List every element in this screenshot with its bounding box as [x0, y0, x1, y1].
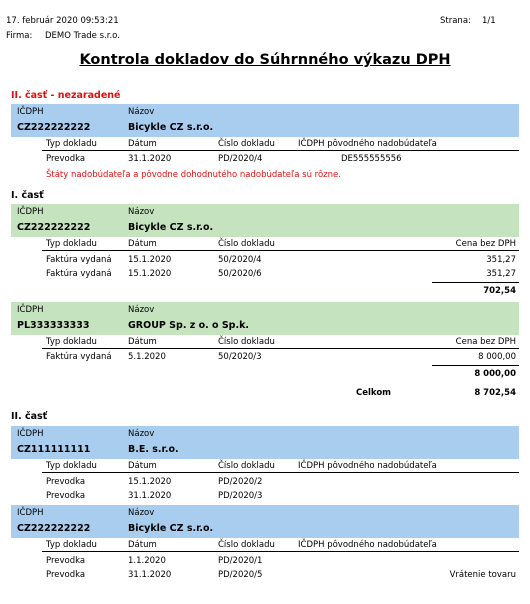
divider: [42, 250, 519, 251]
partner-icdph: CZ111111111: [17, 444, 91, 455]
firm-label: Firma:: [6, 31, 33, 41]
col-orig-icdph-header: IČDPH pôvodného nadobúdateľa: [298, 540, 437, 550]
divider: [42, 150, 519, 151]
row-datum: 15.1.2020: [128, 477, 172, 487]
col-cislo-header: Číslo dokladu: [218, 139, 275, 149]
col-cena-header: Cena bez DPH: [455, 239, 516, 249]
partner-name: GROUP Sp. z o. o Sp.k.: [128, 320, 250, 331]
subtotal-divider: [432, 365, 519, 366]
partner-name: Bicykle CZ s.r.o.: [128, 222, 214, 233]
partner-name: Bicykle CZ s.r.o.: [128, 523, 214, 534]
col-datum-header: Dátum: [128, 461, 157, 471]
col-cislo-header: Číslo dokladu: [218, 540, 275, 550]
col-orig-icdph-header: IČDPH pôvodného nadobúdateľa: [298, 461, 437, 471]
col-datum-header: Dátum: [128, 540, 157, 550]
section-title-part2: II. časť: [11, 411, 48, 422]
row-typ: Prevodka: [46, 491, 86, 501]
report-title: Kontrola dokladov do Súhrnného výkazu DPH: [79, 52, 451, 68]
row-cislo: 50/2020/3: [218, 352, 262, 362]
row-typ: Faktúra vydaná: [46, 352, 112, 362]
name-label: Názov: [128, 207, 155, 217]
row-typ: Prevodka: [46, 154, 86, 164]
row-typ: Prevodka: [46, 570, 86, 580]
row-datum: 5.1.2020: [128, 352, 166, 362]
row-note: Vrátenie tovaru: [449, 570, 516, 580]
col-orig-icdph-header: IČDPH pôvodného nadobúdateľa: [298, 139, 437, 149]
name-label: Názov: [128, 305, 155, 315]
row-typ: Faktúra vydaná: [46, 269, 112, 279]
row-typ: Prevodka: [46, 477, 86, 487]
icdph-label: IČDPH: [17, 107, 44, 117]
name-label: Názov: [128, 107, 155, 117]
partner-icdph: CZ222222222: [17, 222, 91, 233]
total-label: Celkom: [356, 388, 392, 398]
row-orig-icdph: DE555555556: [341, 154, 402, 164]
row-typ: Faktúra vydaná: [46, 255, 112, 265]
row-cislo: PD/2020/1: [218, 556, 263, 566]
name-label: Názov: [128, 429, 155, 439]
row-datum: 31.1.2020: [128, 491, 172, 501]
row-cislo: 50/2020/6: [218, 269, 262, 279]
row-datum: 31.1.2020: [128, 570, 172, 580]
row-datum: 31.1.2020: [128, 154, 172, 164]
divider: [42, 551, 519, 552]
warning-message: Štáty nadobúdateľa a pôvodne dohodnutého nadobúdateľa sú rôzne.: [46, 170, 341, 180]
row-datum: 15.1.2020: [128, 269, 172, 279]
col-typ-header: Typ dokladu: [46, 139, 97, 149]
row-cislo: PD/2020/4: [218, 154, 263, 164]
page-number: 1/1: [482, 16, 496, 26]
subtotal-divider: [432, 282, 519, 283]
partner-icdph: CZ222222222: [17, 122, 91, 133]
col-typ-header: Typ dokladu: [46, 461, 97, 471]
icdph-label: IČDPH: [17, 305, 44, 315]
partner-icdph: CZ222222222: [17, 523, 91, 534]
firm-value: DEMO Trade s.r.o.: [45, 31, 120, 41]
row-cislo: PD/2020/5: [218, 570, 263, 580]
row-cena: 351,27: [486, 269, 516, 279]
col-typ-header: Typ dokladu: [46, 540, 97, 550]
grand-total: 8 702,54: [474, 388, 516, 398]
divider: [42, 348, 519, 349]
row-cislo: PD/2020/2: [218, 477, 263, 487]
col-datum-header: Dátum: [128, 239, 157, 249]
divider: [42, 472, 519, 473]
col-datum-header: Dátum: [128, 139, 157, 149]
section-title-part1: I. časť: [11, 190, 44, 201]
subtotal: 702,54: [483, 286, 516, 296]
partner-icdph: PL333333333: [17, 320, 90, 331]
row-datum: 15.1.2020: [128, 255, 172, 265]
col-cislo-header: Číslo dokladu: [218, 239, 275, 249]
col-typ-header: Typ dokladu: [46, 239, 97, 249]
col-typ-header: Typ dokladu: [46, 337, 97, 347]
icdph-label: IČDPH: [17, 429, 44, 439]
row-cislo: 50/2020/4: [218, 255, 262, 265]
icdph-label: IČDPH: [17, 508, 44, 518]
subtotal: 8 000,00: [474, 369, 516, 379]
row-cena: 351,27: [486, 255, 516, 265]
row-cislo: PD/2020/3: [218, 491, 263, 501]
partner-name: B.E. s.r.o.: [128, 444, 179, 455]
col-cena-header: Cena bez DPH: [455, 337, 516, 347]
page-label: Strana:: [440, 16, 471, 26]
row-cena: 8 000,00: [478, 352, 516, 362]
row-typ: Prevodka: [46, 556, 86, 566]
partner-name: Bicykle CZ s.r.o.: [128, 122, 214, 133]
col-cislo-header: Číslo dokladu: [218, 337, 275, 347]
row-datum: 1.1.2020: [128, 556, 166, 566]
report-datetime: 17. február 2020 09:53:21: [6, 16, 119, 26]
icdph-label: IČDPH: [17, 207, 44, 217]
col-datum-header: Dátum: [128, 337, 157, 347]
name-label: Názov: [128, 508, 155, 518]
col-cislo-header: Číslo dokladu: [218, 461, 275, 471]
section-title-unassigned: II. časť - nezaradené: [11, 90, 121, 101]
